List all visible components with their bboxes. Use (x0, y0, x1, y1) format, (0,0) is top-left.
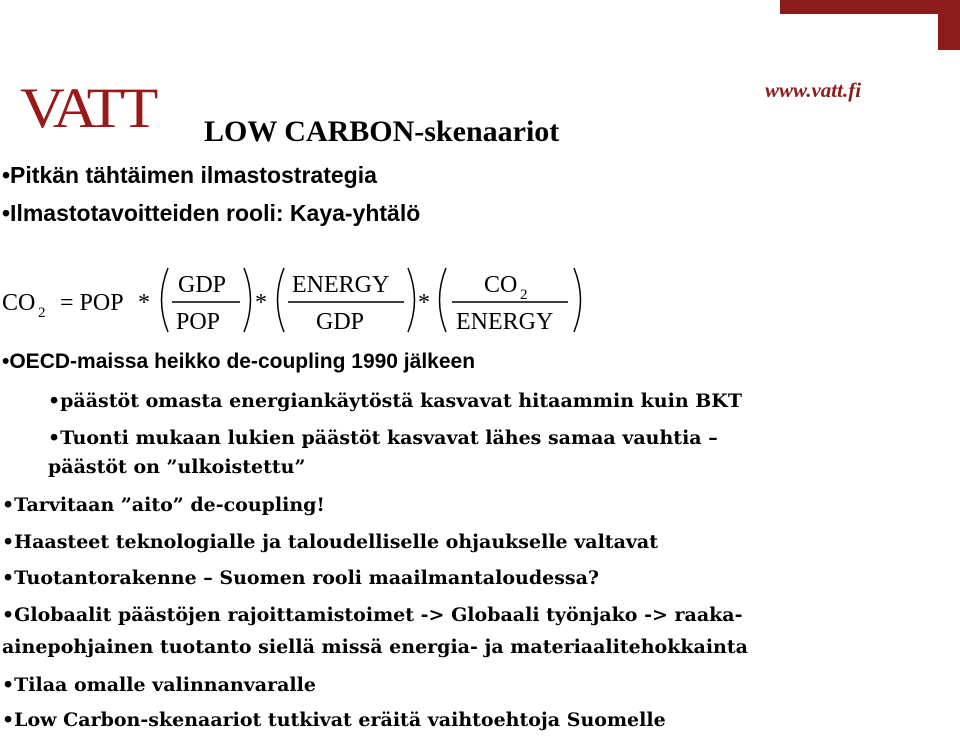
vatt-logo: VATT (20, 77, 155, 140)
paren-right-1 (244, 268, 251, 332)
bullet-kaya: •Ilmastotavoitteiden rooli: Kaya-yhtälö (2, 200, 421, 226)
paren-left-1 (162, 268, 169, 332)
bullet-global-measures-cont: ainepohjainen tuotanto siellä missä energia- ja materiaalitehokkainta (2, 636, 748, 658)
bullet-decoupling: •Tarvitaan ”aito” de-coupling! (2, 494, 325, 516)
eq-f3-num-sub: 2 (520, 287, 528, 303)
eq-equals-pop: = POP (60, 290, 124, 316)
eq-star-2: * (255, 290, 267, 316)
sub-bullet-emissions: •päästöt omasta energiankäytöstä kasvavat hitaammin kuin BKT (48, 390, 742, 412)
eq-star-1: * (138, 290, 150, 316)
slide-title: LOW CARBON-skenaariot (204, 115, 560, 148)
paren-right-3 (574, 268, 581, 332)
paren-left-3 (440, 268, 447, 332)
eq-lhs-sub: 2 (38, 305, 46, 321)
bullet-scenarios: •Low Carbon-skenaariot tutkivat eräitä vaihtoehtoja Suomelle (2, 709, 666, 731)
eq-f3-num: CO (484, 272, 518, 298)
sub-bullet-imports-cont: päästöt on ”ulkoistettu” (48, 456, 306, 478)
eq-f1-num: GDP (178, 272, 227, 298)
corner-stripe-decoration (780, 0, 960, 14)
eq-star-3: * (418, 290, 430, 316)
bullet-oecd: •OECD-maissa heikko de-coupling 1990 jälkeen (2, 350, 476, 373)
bullet-production-structure: •Tuotantorakenne – Suomen rooli maailmantaloudessa? (2, 567, 600, 589)
bullet-challenges: •Haasteet teknologialle ja taloudelliselle ohjaukselle valtavat (2, 531, 659, 553)
paren-right-2 (408, 268, 415, 332)
paren-left-2 (278, 268, 285, 332)
eq-f3-den: ENERGY (456, 309, 554, 335)
sub-bullet-imports: •Tuonti mukaan lukien päästöt kasvavat lähes samaa vauhtia – (48, 427, 718, 449)
eq-f1-den: POP (176, 309, 221, 335)
website-url: www.vatt.fi (765, 78, 862, 102)
eq-f2-num: ENERGY (292, 272, 390, 298)
kaya-equation (0, 262, 600, 342)
bullet-strategy: •Pitkän tähtäimen ilmastostrategia (2, 162, 377, 188)
eq-lhs: CO (2, 290, 36, 316)
eq-f2-den: GDP (316, 309, 365, 335)
bullet-choice: •Tilaa omalle valinnanvaralle (2, 674, 316, 696)
bullet-global-measures: •Globaalit päästöjen rajoittamistoimet -> Globaali työnjako -> raaka- (2, 604, 743, 626)
